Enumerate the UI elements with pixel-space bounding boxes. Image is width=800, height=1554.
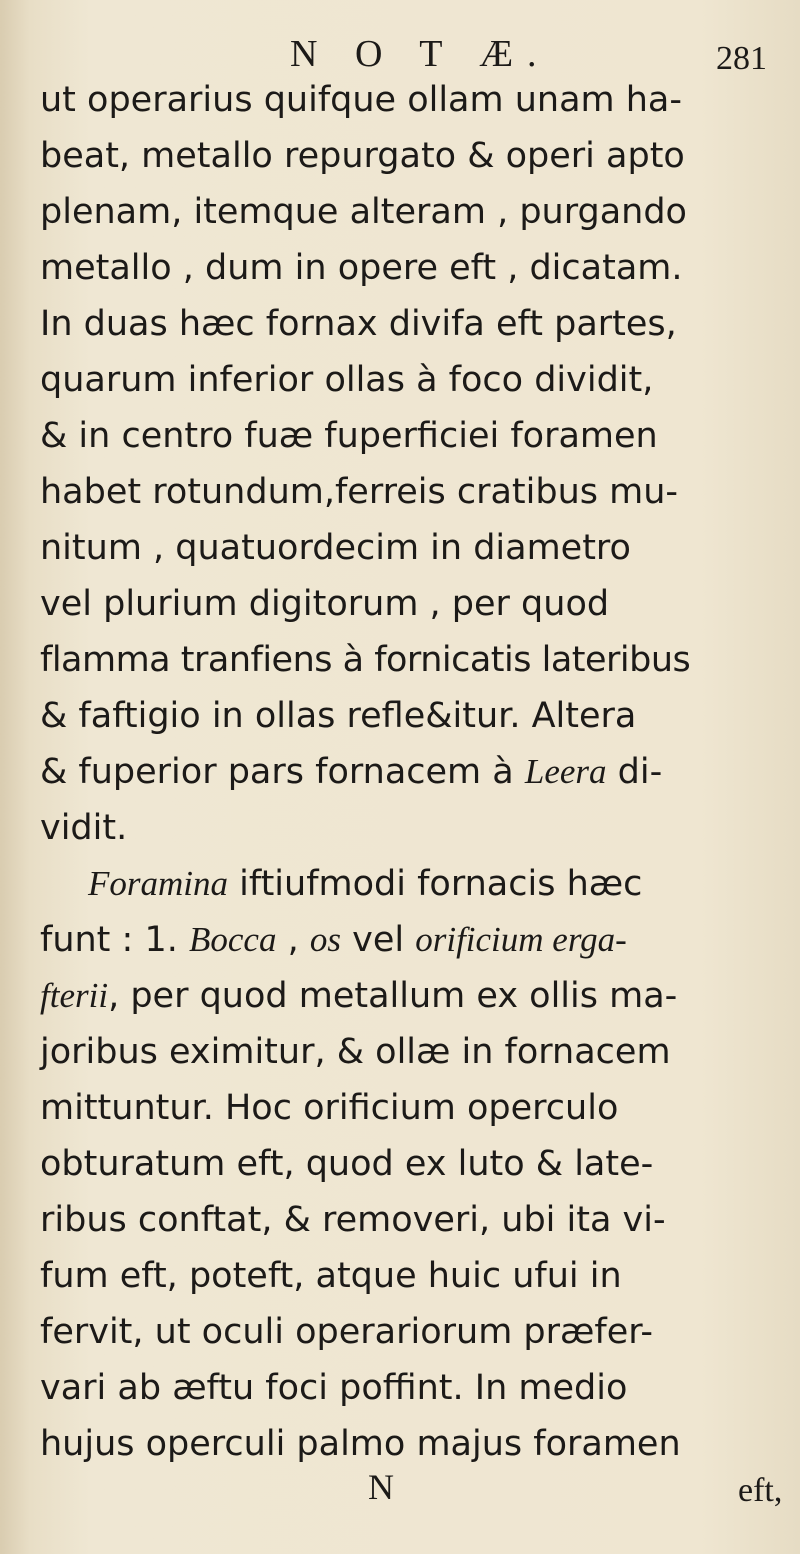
italic-orificium: orificium erga- xyxy=(415,920,627,959)
vel-word: vel xyxy=(340,920,416,960)
signature-mark: N xyxy=(368,1467,394,1507)
text-line-15 xyxy=(88,864,800,904)
text-line-7: & in centro fuæ fuperficiei foramen xyxy=(40,416,658,456)
text-line-13 xyxy=(40,752,780,792)
text-line-25: hujus operculi palmo majus foramen xyxy=(40,1424,681,1464)
text-line-2: beat, metallo repurgato & operi apto xyxy=(40,136,685,176)
text-line-14: vidit. xyxy=(40,808,128,848)
running-header xyxy=(0,18,800,78)
text-line-5: In duas hæc fornax divifa eft partes, xyxy=(40,304,677,344)
text-line-22: fum eft, poteft, atque huic ufui in xyxy=(40,1256,622,1296)
text-line-17 xyxy=(40,976,780,1016)
page-footer xyxy=(0,1466,800,1526)
text-line-24: vari ab æftu foci poffint. In medio xyxy=(40,1368,628,1408)
text-line-21: ribus conftat, & removeri, ubi ita vi- xyxy=(40,1200,666,1240)
text-line-12: & faftigio in ollas refle&itur. Altera xyxy=(40,696,637,736)
italic-fterii: fterii xyxy=(40,976,109,1015)
text-line-11: flamma tranfiens à fornicatis lateribus xyxy=(40,640,691,680)
text-line-20: obturatum eft, quod ex luto & late- xyxy=(40,1144,654,1184)
text-line-1: ut operarius quifque ollam unam ha- xyxy=(40,80,683,120)
catchword: eft, xyxy=(738,1472,783,1509)
bocca-suffix: , xyxy=(276,920,299,960)
text-line-9: nitum , quatuordecim in diametro xyxy=(40,528,631,568)
text-line-16-roman: funt : 1. xyxy=(40,920,178,960)
text-line-15-roman: iftiufmodi fornacis hæc xyxy=(239,864,643,904)
text-line-6: quarum inferior ollas à foco dividit, xyxy=(40,360,654,400)
italic-os: os xyxy=(309,920,341,959)
italic-bocca: Bocca xyxy=(189,920,277,959)
italic-leera: Leera xyxy=(524,752,607,791)
page-number: 281 xyxy=(716,40,767,77)
fterii-suffix: , xyxy=(108,976,131,1016)
text-line-8: habet rotundum,ferreis cratibus mu- xyxy=(40,472,679,512)
italic-foramina: Foramina xyxy=(88,864,228,903)
text-line-16 xyxy=(40,920,780,960)
text-line-4: metallo , dum in opere eft , dicatam. xyxy=(40,248,683,288)
text-line-18: joribus eximitur, & ollæ in fornacem xyxy=(40,1032,671,1072)
text-line-13-roman: & fuperior pars fornacem à xyxy=(40,752,514,792)
text-line-23: fervit, ut oculi operariorum præfer- xyxy=(40,1312,654,1352)
header-title: N O T Æ. xyxy=(290,33,551,75)
leera-suffix: di- xyxy=(606,752,663,792)
text-line-19: mittuntur. Hoc orificium operculo xyxy=(40,1088,619,1128)
text-line-10: vel plurium digitorum , per quod xyxy=(40,584,610,624)
text-line-3: plenam, itemque alteram , purgando xyxy=(40,192,687,232)
text-line-17-roman: per quod metallum ex ollis ma- xyxy=(130,976,678,1016)
